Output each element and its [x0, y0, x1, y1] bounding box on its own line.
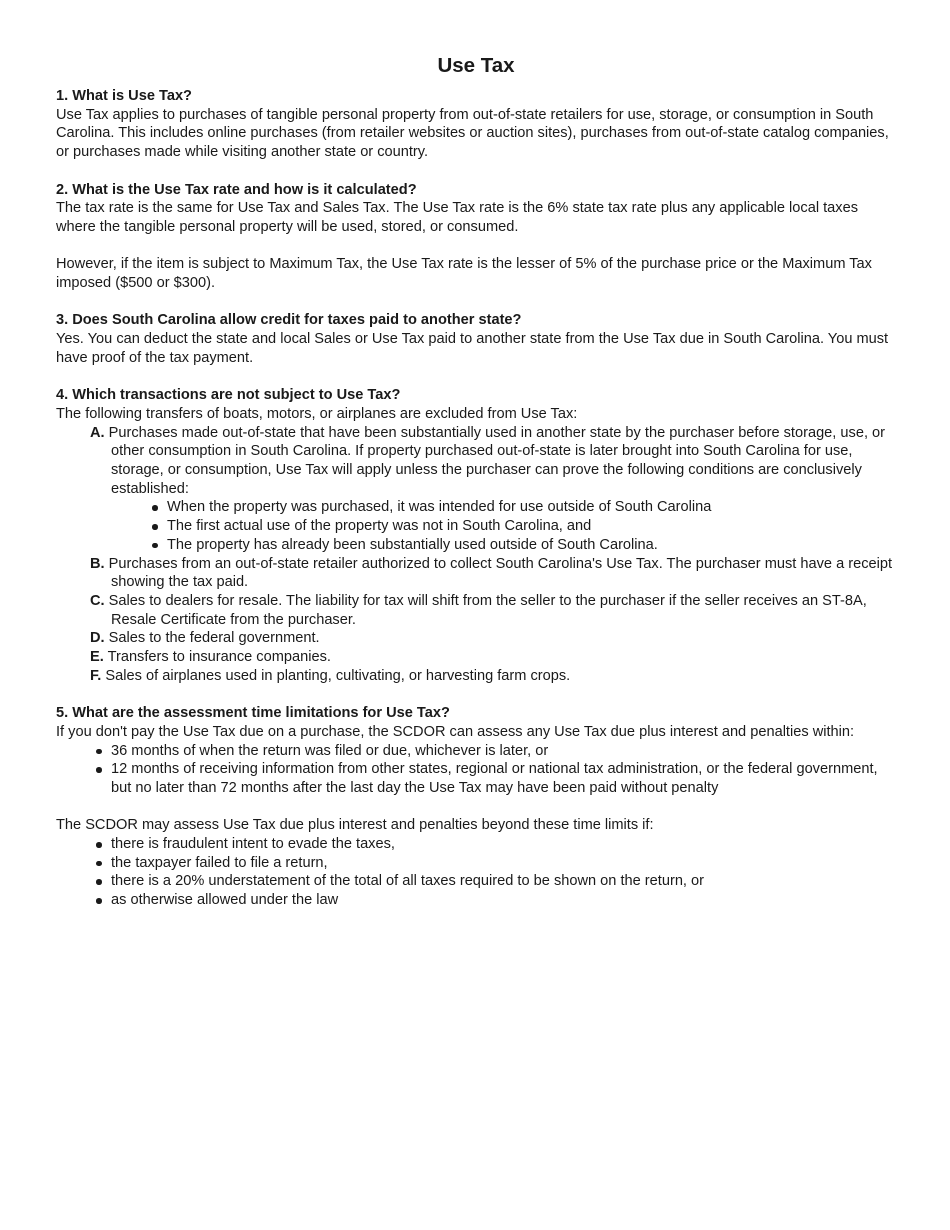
list-item: When the property was purchased, it was intended for use outside of South Carolina: [56, 498, 896, 517]
item-letter: F.: [90, 667, 102, 684]
list-item: [56, 424, 896, 499]
item-letter: E.: [90, 649, 104, 666]
section-body: The tax rate is the same for Use Tax and Sales Tax. The Use Tax rate is the 6% state tax rate plus any applicable local taxes where the tangible personal property will be used, stored, or consumed.: [56, 200, 858, 235]
section-intro: The following transfers of boats, motors, or airplanes are excluded from Use Tax:: [56, 405, 578, 422]
list-item: there is fraudulent intent to evade the taxes,: [56, 835, 896, 854]
beyond-limit-list: [56, 835, 896, 910]
limit-list: [56, 742, 896, 798]
item-text: Purchases from an out-of-state retailer authorized to collect South Carolina's Use Tax. The purchaser must have a receipt showing the tax paid.: [108, 555, 893, 591]
section-heading: 3. Does South Carolina allow credit for taxes paid to another state?: [56, 312, 522, 329]
section-body: Use Tax applies to purchases of tangible personal property from out-of-state retailers for use, storage, or consumption in South Carolina. This includes online purchases (from retailer websites or auction sites), purchases from out-of-state catalog companies, or purchases made while visiting another state or country.: [56, 106, 889, 161]
list-item: 12 months of receiving information from other states, regional or national tax administration, or the federal government, but no later than 72 months after the last day the Use Tax may have been paid without penalty: [56, 760, 896, 797]
section-heading: 4. Which transactions are not subject to Use Tax?: [56, 387, 401, 404]
item-text: Purchases made out-of-state that have been substantially used in another state by the purchaser before storage, use, or other consumption in South Carolina. If property purchased out-of-state is later brought into South Carolina for use, storage, or consumption, Use Tax will apply unless the purchaser can prove the following conditions are conclusively established:: [108, 424, 886, 497]
item-letter: D.: [90, 630, 105, 647]
section-rate: [56, 181, 896, 293]
section-intro: If you don't pay the Use Tax due on a purchase, the SCDOR can assess any Use Tax due plus interest and penalties within:: [56, 723, 855, 740]
section-body: However, if the item is subject to Maximum Tax, the Use Tax rate is the lesser of 5% of the purchase price or the Maximum Tax imposed ($500 or $300).: [56, 256, 872, 291]
condition-list: [56, 498, 896, 554]
list-item: The property has already been substantially used outside of South Carolina.: [56, 536, 896, 555]
list-item: the taxpayer failed to file a return,: [56, 854, 896, 873]
list-item: [56, 592, 896, 629]
item-text: Sales to dealers for resale. The liability for tax will shift from the seller to the purchaser if the seller receives an ST-8A, Resale Certificate from the purchaser.: [108, 592, 867, 628]
section-body: The SCDOR may assess Use Tax due plus interest and penalties beyond these time limits if:: [56, 817, 654, 834]
list-item: The first actual use of the property was not in South Carolina, and: [56, 517, 896, 536]
item-text: Sales of airplanes used in planting, cultivating, or harvesting farm crops.: [105, 667, 571, 684]
exclusion-list-continued: [56, 555, 896, 686]
list-item: there is a 20% understatement of the total of all taxes required to be shown on the return, or: [56, 872, 896, 891]
list-item: as otherwise allowed under the law: [56, 891, 896, 910]
section-time-limits: [56, 704, 896, 910]
section-credit: [56, 311, 896, 367]
page-title: Use Tax: [437, 54, 515, 77]
section-heading: 5. What are the assessment time limitations for Use Tax?: [56, 705, 450, 722]
list-item: [56, 667, 896, 686]
exclusion-list: [56, 424, 896, 499]
item-letter: C.: [90, 592, 105, 609]
list-item: [56, 648, 896, 667]
item-letter: A.: [90, 424, 105, 441]
list-item: 36 months of when the return was filed or due, whichever is later, or: [56, 742, 896, 761]
document-page: [56, 53, 896, 910]
list-item: [56, 555, 896, 592]
item-text: Transfers to insurance companies.: [107, 649, 331, 666]
item-letter: B.: [90, 555, 105, 572]
section-heading: 2. What is the Use Tax rate and how is it calculated?: [56, 181, 417, 198]
section-body: Yes. You can deduct the state and local Sales or Use Tax paid to another state from the Use Tax due in South Carolina. You must have proof of the tax payment.: [56, 331, 889, 366]
section-heading: 1. What is Use Tax?: [56, 88, 192, 104]
item-text: Sales to the federal government.: [108, 630, 320, 647]
section-exclusions: [56, 386, 896, 685]
list-item: [56, 629, 896, 648]
section-what-is-use-tax: [56, 87, 896, 162]
